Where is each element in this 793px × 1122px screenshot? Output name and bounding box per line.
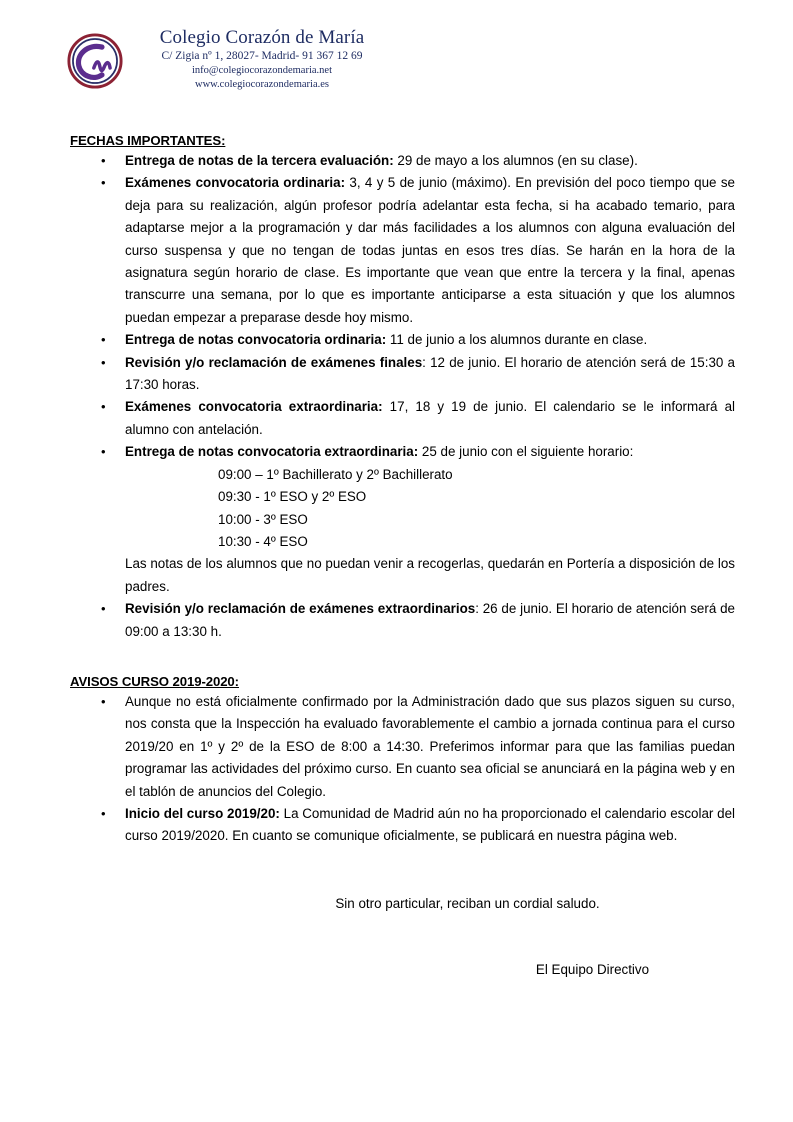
school-address: C/ Zigia nº 1, 28027- Madrid- 91 367 12 69 bbox=[161, 50, 363, 62]
list-item-lead: Exámenes convocatoria extraordinaria: bbox=[125, 399, 383, 415]
list-item bbox=[70, 172, 735, 329]
list-item bbox=[70, 803, 735, 848]
schedule-row: 10:00 - 3º ESO bbox=[218, 511, 308, 527]
grade-pickup-schedule bbox=[70, 464, 735, 554]
list-item-lead: Entrega de notas convocatoria extraordinaria: bbox=[125, 444, 419, 460]
school-email: info@colegiocorazondemaria.net bbox=[192, 65, 332, 76]
list-item-text: : 12 de junio. El horario de atención será de 15:30 a 17:30 horas. bbox=[125, 354, 735, 393]
section-heading-fechas: FECHAS IMPORTANTES: bbox=[70, 133, 226, 148]
list-item bbox=[70, 441, 735, 463]
list-item-lead: Inicio del curso 2019/20: bbox=[125, 805, 280, 821]
signature-line: El Equipo Directivo bbox=[535, 962, 650, 978]
list-item bbox=[70, 691, 735, 803]
list-item bbox=[70, 352, 735, 397]
school-website: www.colegiocorazondemaria.es bbox=[194, 79, 329, 90]
schedule-row: 10:30 - 4º ESO bbox=[218, 533, 308, 549]
list-item-lead: Entrega de notas de la tercera evaluación: bbox=[125, 153, 394, 168]
list-item-text: : 26 de junio. El horario de atención será de 09:00 a 13:30 h. bbox=[125, 601, 735, 639]
list-item-text: 17, 18 y 19 de junio. El calendario se le informará al alumno con antelación. bbox=[125, 399, 736, 437]
list-item-text: 11 de junio a los alumnos durante en clase. bbox=[386, 332, 648, 348]
schedule-note: Las notas de los alumnos que no puedan venir a recogerlas, quedarán en Portería a disposición de los padres. bbox=[125, 556, 735, 594]
list-item-text: Aunque no está oficialmente confirmado por la Administración dado que sus plazos siguen su curso, nos consta que la Inspección ha evaluado favorablemente el cambio a jornada continua para el curso 2019/20 en 1º y 2º de la ESO de 8:00 a 14:30. Preferimos informar para que las familias puedan programar las actividades del próximo curso. En cuanto sea oficial se anunciará en la página web y en el tablón de anuncios del Colegio. bbox=[125, 693, 735, 799]
list-item-text: 25 de junio con el siguiente horario: bbox=[418, 444, 634, 460]
list-item bbox=[70, 150, 735, 172]
letterhead bbox=[60, 24, 410, 106]
schedule-row: 09:30 - 1º ESO y 2º ESO bbox=[218, 489, 367, 505]
list-item-text: 29 de mayo a los alumnos (en su clase). bbox=[393, 153, 638, 168]
closing-block bbox=[70, 893, 735, 982]
schedule-row: 09:00 – 1º Bachillerato y 2º Bachillerato bbox=[218, 466, 453, 482]
farewell-line: Sin otro particular, reciban un cordial saludo. bbox=[335, 896, 600, 911]
school-name: Colegio Corazón de María bbox=[159, 27, 365, 48]
list-item-lead: Entrega de notas convocatoria ordinaria: bbox=[125, 332, 387, 348]
list-item-lead: Revisión y/o reclamación de exámenes finales bbox=[125, 354, 423, 370]
list-item-lead: Revisión y/o reclamación de exámenes extraordinarios bbox=[125, 601, 476, 617]
list-item-text: 3, 4 y 5 de junio (máximo). En previsión del poco tiempo que se deja para su realización, algún profesor podría adelantar esta fecha, si ha acabado temario, para adaptarse mejor a la programación y dar más facilidades a los alumnos con alguna evaluación del curso suspensa y que no tengan de todas juntas en esos tres días. Se harán en la hora de la asignatura según horario de clase. Es importante que vean que entre la tercera y la final, apenas transcurre una semana, por lo que es importante anticiparse a esta situación y que los alumnos puedan empezar a preparase desde hoy mismo. bbox=[125, 175, 735, 325]
letterhead-text bbox=[112, 26, 412, 92]
fechas-bullet-list bbox=[70, 150, 735, 464]
document-body bbox=[70, 132, 735, 848]
avisos-bullet-list bbox=[70, 691, 735, 848]
list-item bbox=[70, 396, 735, 441]
list-item-lead: Exámenes convocatoria ordinaria: bbox=[125, 175, 346, 191]
fechas-bullet-list-continued bbox=[70, 598, 735, 643]
list-item bbox=[70, 598, 735, 643]
list-item bbox=[70, 329, 735, 351]
list-item-text: La Comunidad de Madrid aún no ha proporcionado el calendario escolar del curso 2019/2020. En cuanto se comunique oficialmente, se publicará en nuestra página web. bbox=[125, 805, 735, 844]
section-heading-avisos: AVISOS CURSO 2019-2020: bbox=[70, 673, 239, 689]
section-spacer bbox=[70, 643, 735, 673]
